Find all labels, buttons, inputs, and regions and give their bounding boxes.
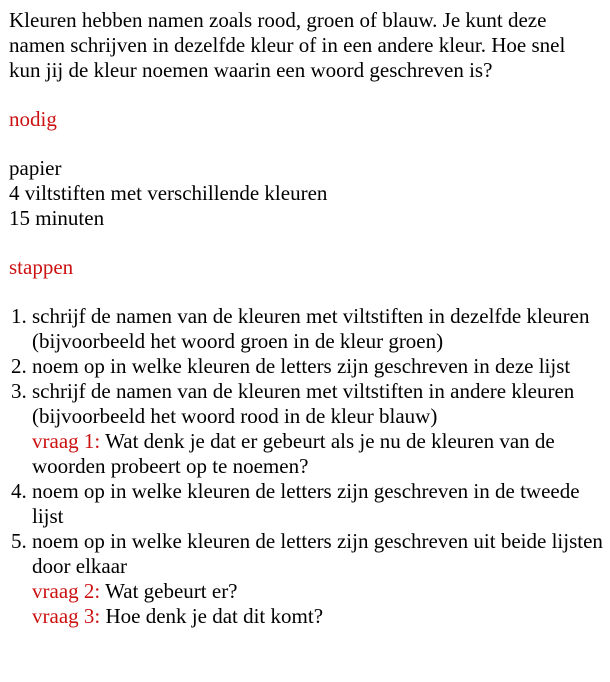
step-item (32, 479, 607, 529)
materials-list (9, 156, 601, 231)
question-label: vraag 2: (32, 579, 101, 603)
question-text: Wat denk je dat er gebeurt als je nu de kleuren van de woorden probeert op te noemen? (32, 429, 555, 478)
steps-list (9, 304, 607, 629)
question-text: Wat gebeurt er? (105, 579, 238, 603)
step-item (32, 529, 607, 629)
question-label: vraag 3: (32, 604, 101, 628)
step-text: noem op in welke kleuren de letters zijn geschreven in deze lijst (32, 354, 571, 378)
step-item (32, 354, 607, 379)
step-item (32, 304, 607, 354)
step-text: schrijf de namen van de kleuren met viltstiften in dezelfde kleuren (bijvoorbeeld het woord groen in de kleur groen) (32, 304, 590, 353)
question-text: Hoe denk je dat dit komt? (105, 604, 324, 628)
steps-heading: stappen (9, 255, 74, 279)
material-item: 4 viltstiften met verschillende kleuren (9, 181, 328, 205)
material-item: 15 minuten (9, 206, 105, 230)
step-text: noem op in welke kleuren de letters zijn geschreven uit beide lijsten door elkaar (32, 529, 603, 578)
step-text: schrijf de namen van de kleuren met viltstiften in andere kleuren (bijvoorbeeld het woord rood in de kleur blauw) (32, 379, 575, 428)
needed-heading: nodig (9, 107, 57, 131)
material-item: papier (9, 156, 62, 180)
intro-paragraph: Kleuren hebben namen zoals rood, groen of blauw. Je kunt deze namen schrijven in dezelfde kleur of in een andere kleur. Hoe snel kun jij de kleur noemen waarin een woord geschreven is? (9, 8, 566, 82)
step-item (32, 379, 607, 479)
question-label: vraag 1: (32, 429, 101, 453)
step-text: noem op in welke kleuren de letters zijn geschreven in de tweede lijst (32, 479, 580, 528)
